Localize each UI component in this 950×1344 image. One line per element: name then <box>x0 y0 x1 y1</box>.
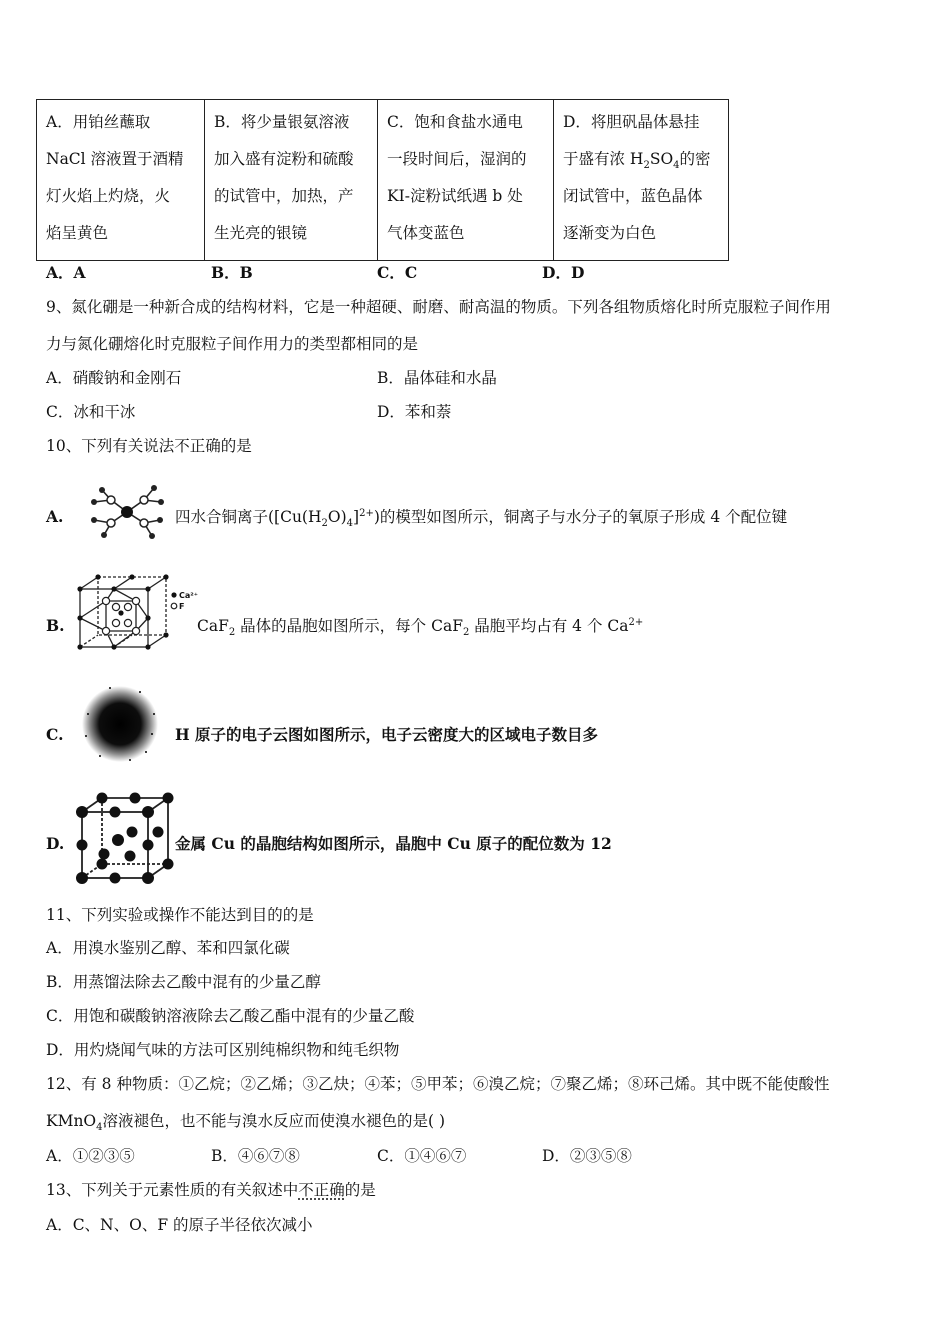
q9-choice-a: A．硝酸钠和金刚石 <box>46 369 182 387</box>
q8-b-line: 的试管中，加热，产 <box>214 187 354 205</box>
q8-a-line: A．用铂丝蘸取 <box>46 113 151 131</box>
q8-choice-a: A．A <box>46 263 86 282</box>
q8-c-line: C．饱和食盐水通电 <box>387 113 523 131</box>
q13-stem: 13、下列关于元素性质的有关叙述中不正确的是 <box>46 1181 376 1199</box>
q11-stem: 11、下列实验或操作不能达到目的的是 <box>46 906 314 924</box>
q8-b-line: 生光亮的银镜 <box>214 224 308 242</box>
q8-b-line: 加入盛有淀粉和硫酸 <box>214 150 354 168</box>
q8-c-line: 气体变蓝色 <box>387 224 465 242</box>
q10-d-text: 金属 Cu 的晶胞结构如图所示，晶胞中 Cu 原子的配位数为 12 <box>175 834 612 853</box>
q12-choice-d: D．②③⑤⑧ <box>542 1147 632 1165</box>
copper-complex-model-figure <box>84 480 170 542</box>
q8-d-line: 闭试管中，蓝色晶体 <box>563 187 703 205</box>
legend-f: F <box>179 602 185 611</box>
q9-choice-d: D．苯和萘 <box>377 403 452 421</box>
q10-b-text: CaF$_2$ 晶体的晶胞如图所示，每个 CaF$_2$ 晶胞平均占有 4 个 $Ca^{2+}$ <box>197 616 644 639</box>
q8-d-line-formula: 于盛有浓 $H_2SO_4$的密 <box>563 150 711 172</box>
caf2-unit-cell-figure <box>76 573 196 651</box>
q8-table-cell-a <box>37 100 205 261</box>
q8-table-cell-d <box>554 100 729 261</box>
q8-a-line: 灯火焰上灼烧，火 <box>46 187 171 205</box>
q8-c-line: KI-淀粉试纸遇 b 处 <box>387 187 523 205</box>
q12-choice-c: C．①④⑥⑦ <box>377 1147 467 1165</box>
electron-cloud-figure <box>80 684 160 764</box>
q10-d-label: D. <box>46 834 65 853</box>
q8-table-cell-c <box>378 100 554 261</box>
q8-a-line: 焰呈黄色 <box>46 224 109 242</box>
q8-options-table <box>36 99 729 261</box>
q8-table-cell-b <box>205 100 378 261</box>
q10-c-label: C. <box>46 725 64 744</box>
q11-choice-a: A．用溴水鉴别乙醇、苯和四氯化碳 <box>46 939 290 957</box>
q8-choice-c: C．C <box>377 263 418 282</box>
q8-d-line: D．将胆矾晶体悬挂 <box>563 113 700 131</box>
legend-ca: Ca²⁺ <box>179 591 198 600</box>
q12-stem-line2: KMnO$_4$溶液褪色，也不能与溴水反应而使溴水褪色的是( ) <box>46 1112 446 1134</box>
q10-c-text: H 原子的电子云图如图所示，电子云密度大的区域电子数目多 <box>175 725 599 744</box>
q8-c-line: 一段时间后，湿润的 <box>387 150 527 168</box>
q12-choice-a: A．①②③⑤ <box>46 1147 135 1165</box>
q13-choice-a: A．C、N、O、F 的原子半径依次减小 <box>46 1216 313 1234</box>
q11-choice-d: D．用灼烧闻气味的方法可区别纯棉织物和纯毛织物 <box>46 1041 400 1059</box>
q12-choice-b: B．④⑥⑦⑧ <box>211 1147 300 1165</box>
q8-a-line: NaCl 溶液置于酒精 <box>46 150 184 168</box>
q11-choice-b: B．用蒸馏法除去乙酸中混有的少量乙醇 <box>46 973 321 991</box>
q8-b-line: B．将少量银氨溶液 <box>214 113 350 131</box>
q13-emphasis: 不正确 <box>298 1181 345 1199</box>
q9-choice-b: B．晶体硅和水晶 <box>377 369 497 387</box>
q8-d-line: 逐渐变为白色 <box>563 224 657 242</box>
q10-b-label: B. <box>46 616 65 635</box>
q10-a-label: A. <box>46 507 64 526</box>
q9-stem-line1: 9、氮化硼是一种新合成的结构材料，它是一种超硬、耐磨、耐高温的物质。下列各组物质熔化时所克服粒子间作用 <box>46 298 831 316</box>
q11-choice-c: C．用饱和碳酸钠溶液除去乙酸乙酯中混有的少量乙酸 <box>46 1007 415 1025</box>
q8-choice-d: D．D <box>542 263 585 282</box>
q10-stem: 10、下列有关说法不正确的是 <box>46 437 252 455</box>
q9-choice-c: C．冰和干冰 <box>46 403 136 421</box>
q12-stem-line1: 12、有 8 种物质：①乙烷；②乙烯；③乙炔；④苯；⑤甲苯；⑥溴乙烷；⑦聚乙烯；⑧环己烯。其中既不能使酸性 <box>46 1075 830 1093</box>
cu-unit-cell-figure <box>72 792 174 884</box>
q8-choice-b: B．B <box>211 263 253 282</box>
q9-stem-line2: 力与氮化硼熔化时克服粒子间作用力的类型都相同的是 <box>46 335 419 353</box>
q10-a-text: 四水合铜离子$([Cu(H_2O)_4]^{2+})$的模型如图所示，铜离子与水分子的氧原子形成 4 个配位键 <box>175 507 788 530</box>
